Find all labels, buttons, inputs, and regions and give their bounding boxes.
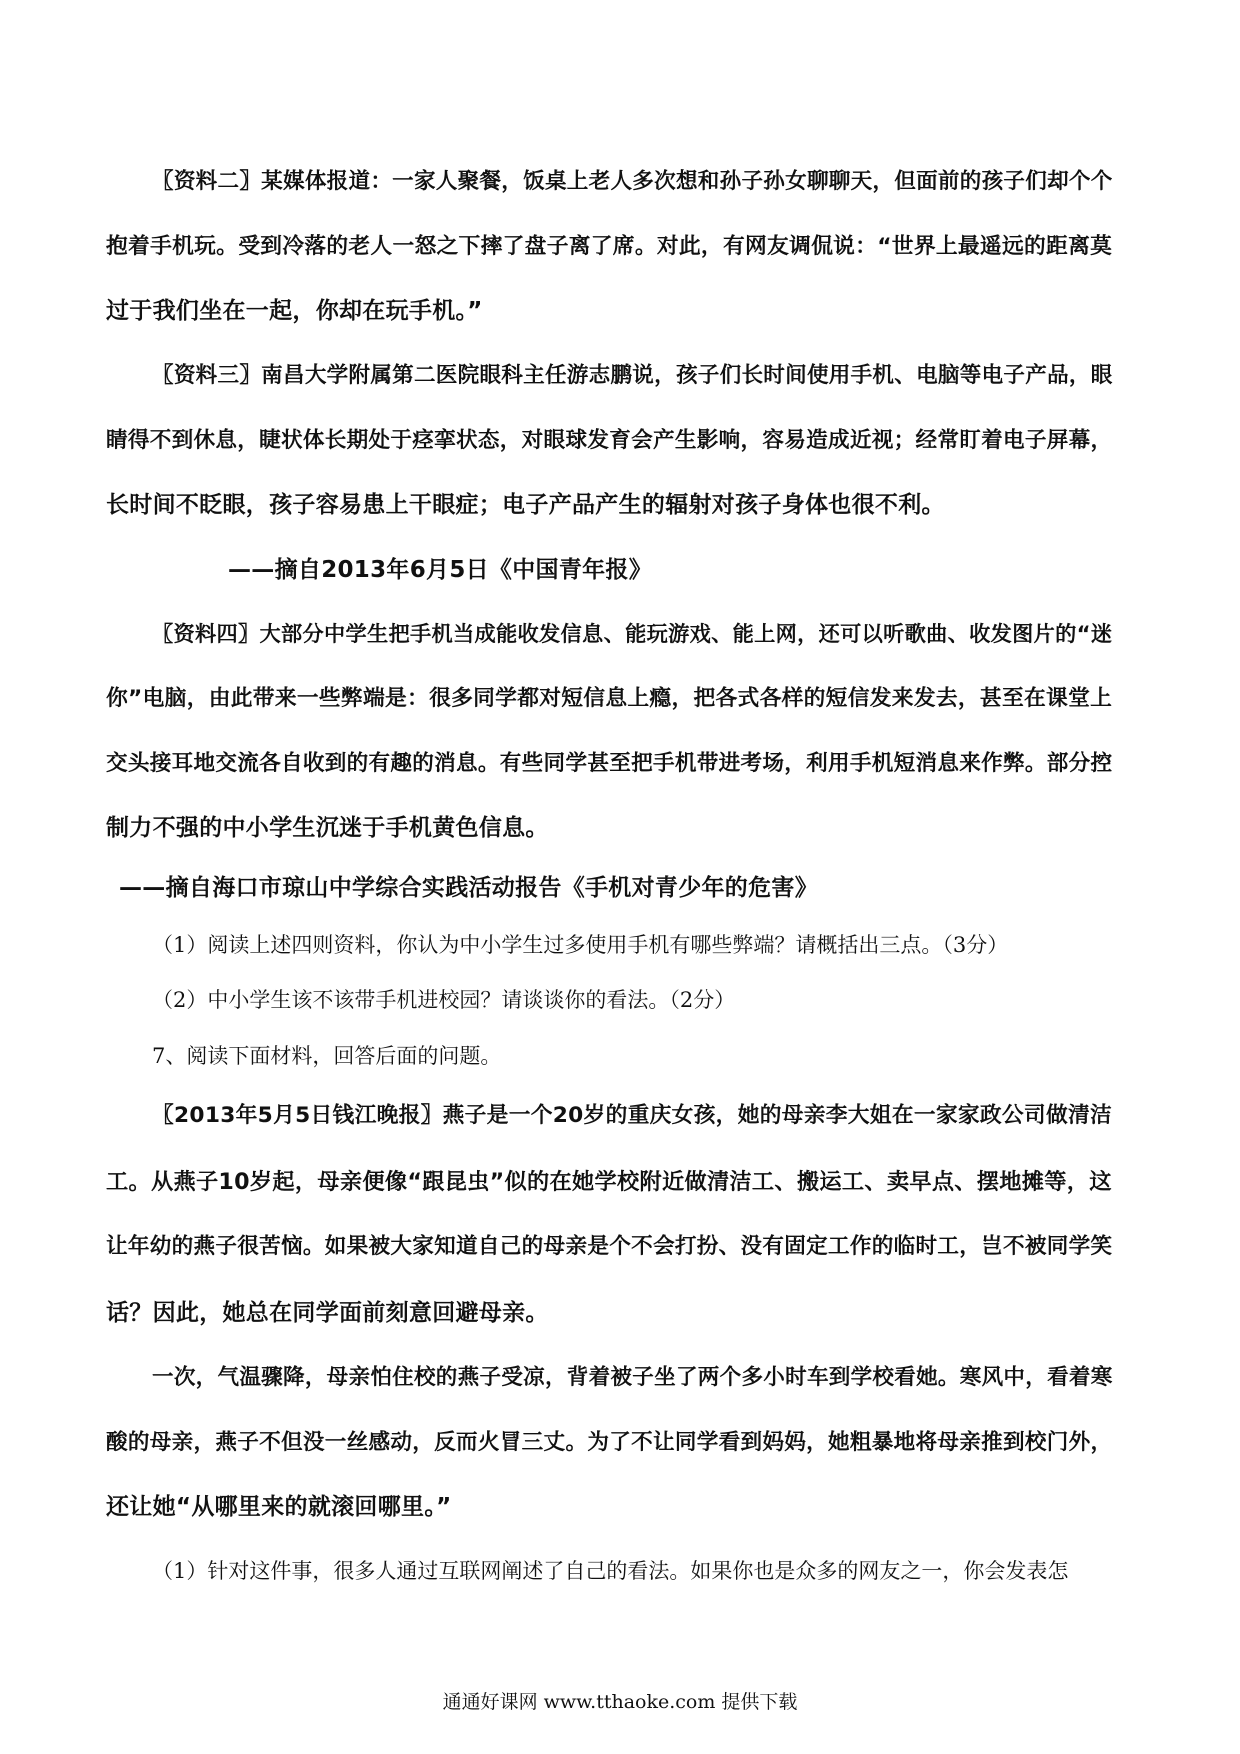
question-6-part-1: （1）阅读上述四则资料，你认为中小学生过多使用手机有哪些弊端？请概括出三点。（3分） (152, 933, 1009, 957)
material-2-line-1: 〖资料二〗某媒体报道：一家人聚餐，饭桌上老人多次想和孙子孙女聊聊天，但面前的孩子们却个个 (152, 169, 1113, 194)
material-3-line-1: 〖资料三〗南昌大学附属第二医院眼科主任游志鹏说，孩子们长时间使用手机、电脑等电子产品，眼 (152, 363, 1113, 388)
question-7-paragraph-2-line-2: 酸的母亲，燕子不但没一丝感动，反而火冒三丈。为了不让同学看到妈妈，她粗暴地将母亲推到校门外， (106, 1430, 1113, 1455)
material-2-line-2: 抱着手机玩。受到冷落的老人一怒之下摔了盘子离了席。对此，有网友调侃说：“世界上最遥远的距离莫 (106, 234, 1113, 259)
material-3-line-2: 睛得不到休息，睫状体长期处于痉挛状态，对眼球发育会产生影响，容易造成近视；经常盯着电子屏幕， (106, 428, 1113, 453)
question-7-paragraph-2-line-1: 一次，气温骤降，母亲怕住校的燕子受凉，背着被子坐了两个多小时车到学校看她。寒风中，看着寒 (152, 1365, 1113, 1390)
page-footer: 通通好课网 www.tthaoke.com 提供下载 (442, 1691, 798, 1713)
material-4-line-3: 交头接耳地交流各自收到的有趣的消息。有些同学甚至把手机带进考场，利用手机短消息来作弊。部分控 (106, 751, 1113, 776)
question-7-paragraph-1-line-1: 〖2013年5月5日钱江晚报〗燕子是一个20岁的重庆女孩，她的母亲李大姐在一家家政公司做清洁 (152, 1103, 1113, 1128)
material-3-source: ——摘自2013年6月5日《中国青年报》 (228, 557, 653, 583)
question-6-part-2: （2）中小学生该不该带手机进校园？请谈谈你的看法。（2分） (152, 988, 736, 1012)
question-7-paragraph-1-line-2: 工。从燕子10岁起，母亲便像“跟昆虫”似的在她学校附近做清洁工、搬运工、卖早点、摆地摊等，这 (106, 1169, 1112, 1195)
question-7-intro: 7、阅读下面材料，回答后面的问题。 (152, 1044, 502, 1068)
question-7-paragraph-2-line-3: 还让她“从哪里来的就滚回哪里。” (106, 1494, 452, 1520)
question-7-part-1: （1）针对这件事，很多人通过互联网阐述了自己的看法。如果你也是众多的网友之一，你会发表怎 (152, 1559, 1069, 1583)
material-3-line-3: 长时间不眨眼，孩子容易患上干眼症；电子产品产生的辐射对孩子身体也很不利。 (106, 492, 945, 518)
question-7-paragraph-1-line-3: 让年幼的燕子很苦恼。如果被大家知道自己的母亲是个不会打扮、没有固定工作的临时工，岂不被同学笑 (106, 1234, 1113, 1259)
material-4-line-2: 你”电脑，由此带来一些弊端是：很多同学都对短信息上瘾，把各式各样的短信发来发去，甚至在课堂上 (106, 686, 1113, 711)
material-4-source: ——摘自海口市琼山中学综合实践活动报告《手机对青少年的危害》 (119, 875, 818, 901)
material-4-line-4: 制力不强的中小学生沉迷于手机黄色信息。 (106, 815, 549, 841)
material-4-line-1: 〖资料四〗大部分中学生把手机当成能收发信息、能玩游戏、能上网，还可以听歌曲、收发图片的“迷 (152, 622, 1113, 647)
material-2-line-3: 过于我们坐在一起，你却在玩手机。” (106, 298, 483, 324)
question-7-paragraph-1-line-4: 话？因此，她总在同学面前刻意回避母亲。 (106, 1300, 549, 1326)
